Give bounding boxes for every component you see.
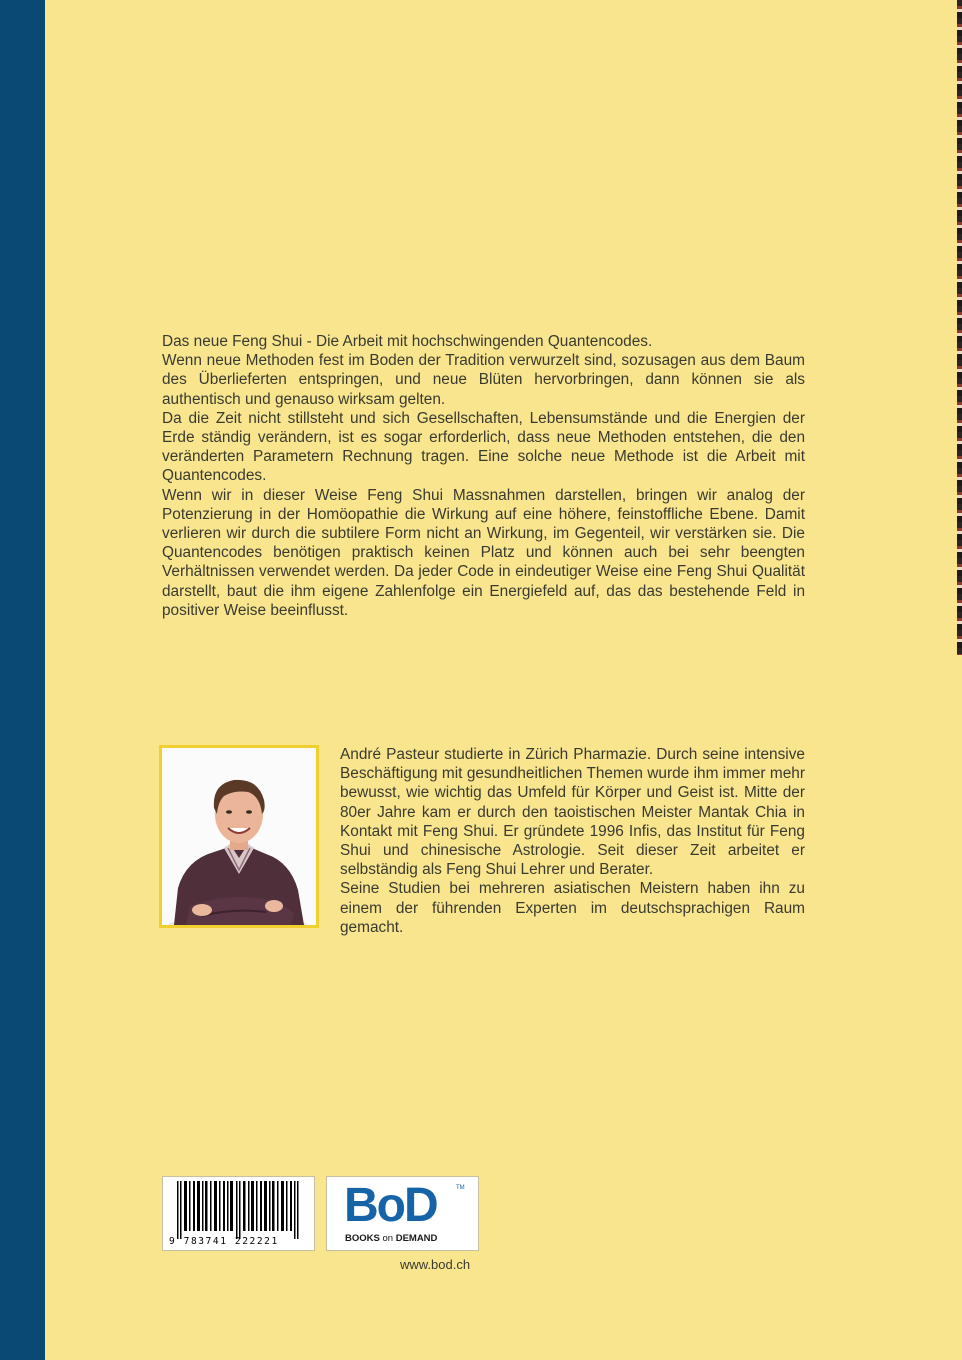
blurb-paragraph: Wenn wir in dieser Weise Feng Shui Massnahmen darstellen, bringen wir analog der Potenzierung in der Homöopathie die Wirkung auf eine höhere, feinstoffliche Ebene. Damit verlieren wir durch die subtilere Form nicht an Wirkung, im Gegenteil, wir verstärken sie. Die Quantencodes benötigen praktisch keinen Platz und können auch bei sehr beengten Verhältnissen verwendet werden. Da jeder Code in eindeutiger Weise eine Feng Shui Qualität darstellt, baut die ihm eigene Zahlenfolge ein Energiefeld auf, das das bestehende Feld in positiver Weise beeinflusst.	[162, 486, 805, 619]
bod-tagline	[345, 1233, 437, 1244]
publisher-logo-box	[326, 1176, 479, 1251]
blurb-paragraph: Wenn neue Methoden fest im Boden der Tradition verwurzelt sind, sozusagen aus dem Baum des Überlieferten entspringen, und neue Blüten hervorbringen, dann können sie als authentisch und genauso wirksam gelten.	[162, 352, 805, 408]
author-bio	[340, 745, 805, 937]
bod-logo: BoD	[344, 1179, 437, 1232]
tagline-demand: DEMAND	[395, 1233, 438, 1244]
trademark-mark: TM	[456, 1185, 465, 1191]
back-cover-blurb	[162, 332, 805, 620]
spine-band	[0, 0, 45, 1360]
blurb-paragraph: Das neue Feng Shui - Die Arbeit mit hochschwingenden Quantencodes.	[162, 333, 653, 350]
bio-paragraph: André Pasteur studierte in Zürich Pharmazie. Durch seine intensive Beschäftigung mit gesundheitlichen Themen wurde ihm immer mehr bewusst, wie wichtig das Umfeld für Körper und Geist ist. Mitte der 80er Jahre kam er durch den taoistischen Meister Mantak Chia in Kontakt mit Feng Shui. Er gründete 1996 Infis, das Institut für Feng Shui und chinesische Astrologie. Seit dieser Zeit arbeitet er selbständig als Feng Shui Lehrer und Berater.	[340, 746, 805, 879]
publisher-website[interactable]: www.bod.ch	[400, 1257, 471, 1272]
edge-pattern-strip	[957, 0, 962, 655]
isbn-digits: 9 783741 222221	[169, 1236, 279, 1247]
tagline-on: on	[382, 1233, 394, 1244]
author-photo	[159, 745, 319, 928]
bio-paragraph: Seine Studien bei mehreren asiatischen Meistern haben ihn zu einem der führenden Experten im deutschsprachigen Raum gemacht.	[340, 880, 805, 936]
author-portrait-illustration	[162, 748, 316, 925]
tagline-books: BOOKS	[345, 1233, 380, 1244]
blurb-paragraph: Da die Zeit nicht stillsteht und sich Gesellschaften, Lebensumstände und die Energien der Erde ständig verändern, ist es sogar erforderlich, dass neue Methoden entstehen, die den veränderten Parametern Rechnung tragen. Eine solche neue Methode ist die Arbeit mit Quantencodes.	[162, 409, 805, 485]
isbn-barcode	[162, 1176, 315, 1251]
